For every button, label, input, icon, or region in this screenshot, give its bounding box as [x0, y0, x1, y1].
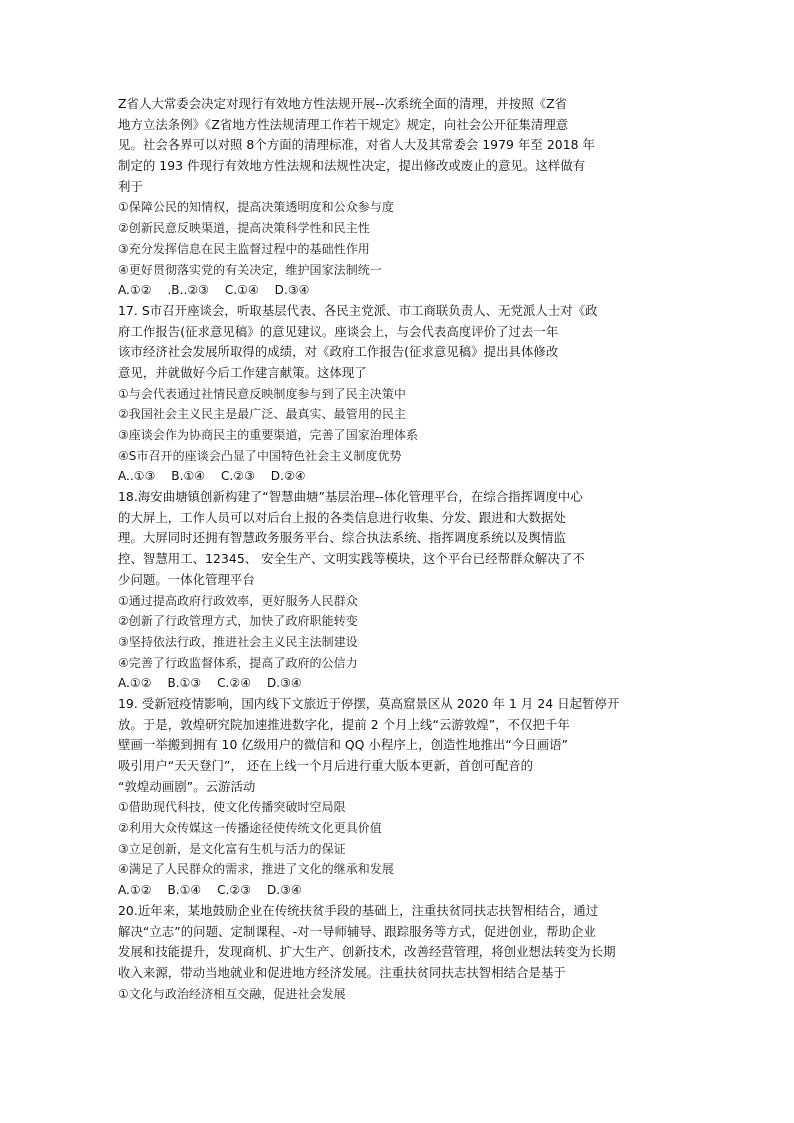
question-stem-line: 制定的 193 件现行有效地方性法规和法规性决定，提出修改或废止的意见。这样做有 — [118, 158, 586, 174]
statement-option: ①保障公民的知情权，提高决策透明度和公众参与度 — [118, 200, 394, 215]
statement-option: ②我国社会主义民主是最广泛、最真实、最管用的民主 — [118, 407, 406, 422]
question-20 — [118, 901, 684, 1004]
statement-option: ④更好贯彻落实党的有关决定，维护国家法制统一 — [118, 262, 382, 277]
statement-option: ②利用大众传媒这一传播途径使传统文化更具价值 — [118, 821, 382, 836]
question-stem-line: 该市经济社会发展所取得的成绩，对《政府工作报告(征求意见稿》提出具体修改 — [118, 344, 559, 360]
question-stem-line: 控、智慧用工、12345、 安全生产、文明实践等模块，这个平台已经帮群众解决了不 — [118, 551, 585, 567]
question-stem-line: 吸引用户“天天登门”， 还在上线一个月后进行重大版本更新，首创可配音的 — [118, 758, 534, 773]
statement-option: ③充分发挥信息在民主监督过程中的基础性作用 — [118, 241, 370, 256]
question-stem-line: 壁画一举搬到拥有 10 亿级用户的微信和 QQ 小程序上，创造性地推出“今日画语” — [118, 737, 569, 753]
statement-option: ④S市召开的座谈会凸显了中国特色社会主义制度优势 — [118, 448, 402, 463]
question-19 — [118, 694, 684, 901]
question-stem-line: 地方立法条例》《Z省地方性法规清理工作若干规定》规定，向社会公开征集清理意 — [118, 116, 569, 132]
statement-option: ①借助现代科技，使文化传播突破时空局限 — [118, 800, 346, 815]
question-stem-line: 理。大屏同时还拥有智慧政务服务平台、综合执法系统、指挥调度系统以及舆情监 — [118, 530, 566, 546]
answer-choices: A..①③ B.①④ C.②③ D.②④ — [118, 469, 306, 484]
statement-option: ②创新了行政管理方式，加快了政府职能转变 — [118, 614, 358, 629]
statement-option: ③坚持依法行政，推进社会主义民主法制建设 — [118, 634, 358, 649]
statement-option: ③座谈会作为协商民主的重要渠道，完善了国家治理体系 — [118, 428, 419, 442]
answer-choices: A.①② B.①③ C.②④ D.③④ — [118, 676, 302, 691]
statement-option: ①与会代表通过社情民意反映制度参与到了民主决策中 — [118, 386, 406, 401]
question-stem-line: 的大屏上，工作人员可以对后台上报的各类信息进行收集、分发、跟进和大数据处 — [118, 509, 566, 525]
question-stem-line: 解决“立志”的问题、定制课程、-对一导师辅导、跟踪服务等方式，促进创业，帮助企业 — [118, 923, 596, 939]
question-stem-line: 19. 受新冠疫情影响，国内线下文旅近于停摆，莫高窟景区从 2020 年 1 月 24 日起暂停开 — [118, 695, 620, 711]
question-stem-line: 收入来源，带动当地就业和促进地方经济发展。注重扶贫同扶志扶智相结合是基于 — [118, 964, 566, 980]
question-stem-line: 少问题。一体化管理平台 — [118, 571, 255, 587]
question-stem-line: 意见，并就做好今后工作建言献策。这体现了 — [118, 364, 367, 380]
statement-option: ③立足创新，是文化富有生机与活力的保证 — [118, 841, 346, 856]
question-stem-line: 见。社会各界可以对照 8个方面的清理标准，对省人大及其常委会 1979 年至 2018 年 — [118, 137, 596, 153]
question-stem-line: 利于 — [118, 178, 143, 194]
question-stem-line: 府工作报告(征求意见稿》的意见建议。座谈会上，与会代表高度评价了过去一年 — [118, 323, 559, 339]
document-body — [118, 94, 684, 1004]
answer-choices: A.①② B.①④ C.②③ D.③④ — [118, 883, 302, 898]
statement-option: ①文化与政治经济相互交融，促进社会发展 — [118, 986, 346, 1001]
statement-option: ②创新民意反映渠道，提高决策科学性和民主性 — [118, 221, 370, 236]
question-16 — [118, 94, 684, 301]
question-stem-line: 17. S市召开座谈会，听取基层代表、各民主党派、市工商联负责人、无党派人士对《政 — [118, 302, 598, 318]
statement-option: ④满足了人民群众的需求，推进了文化的继承和发展 — [118, 862, 394, 877]
question-stem-line: 18.海安曲塘镇创新构建了“智慧曲塘”基层治理--体化管理平台，在综合指挥调度中心 — [118, 489, 583, 505]
statement-option: ①通过提高政府行政效率，更好服务人民群众 — [118, 593, 358, 608]
answer-choices: A.①② .B..②③ C.①④ D.③④ — [118, 283, 310, 298]
question-stem-line: Z省人大常委会决定对现行有效地方性法规开展--次系统全面的清理，并按照《Z省 — [118, 96, 568, 111]
question-stem-line: 20.近年来，某地鼓励企业在传统扶贫手段的基础上，注重扶贫同扶志扶智相结合，通过 — [118, 902, 599, 918]
statement-option: ④完善了行政监督体系，提高了政府的公信力 — [118, 655, 358, 670]
question-stem-line: 发展和技能提升，发现商机、扩大生产、创新技术，改善经营管理，将创业想法转变为长期 — [118, 944, 616, 960]
question-18 — [118, 487, 684, 694]
question-17 — [118, 301, 684, 487]
question-stem-line: 放。于是，敦煌研究院加速推进数字化，提前 2 个月上线“云游敦煌”，不仅把千年 — [118, 716, 570, 732]
question-stem-line: “敦煌动画剧”。云游活动 — [118, 778, 256, 794]
